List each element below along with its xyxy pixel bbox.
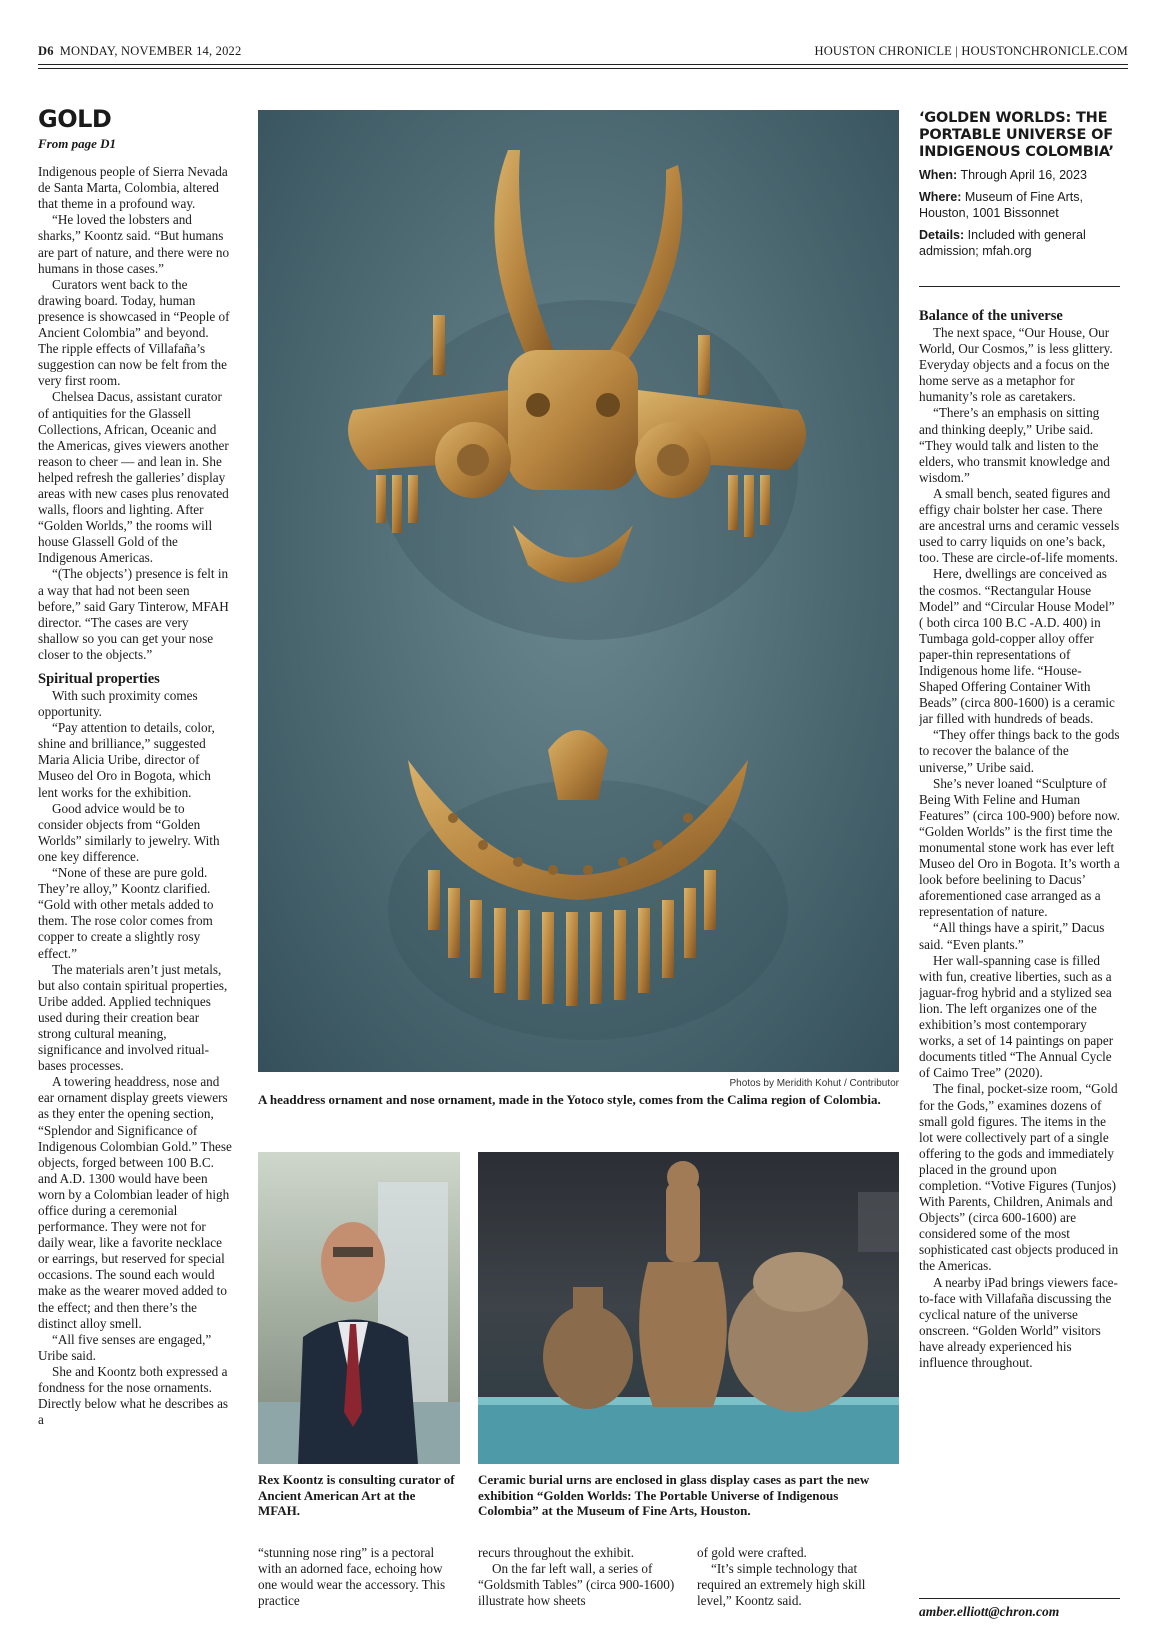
paragraph: “He loved the lobsters and sharks,” Koontz said. “But humans are part of nature, and there were no humans in those cases.” (38, 212, 230, 276)
paragraph: She and Koontz both expressed a fondness for the nose ornaments. Directly below what he describes as a (38, 1363, 229, 1428)
column-3 (478, 1545, 680, 1609)
jump-line: From page D1 (38, 136, 116, 151)
photo-headdress-ornament (258, 110, 899, 1072)
urns-illustration (478, 1152, 899, 1464)
paragraph: “stunning nose ring” is a pectoral with an adorned face, echoing how one would wear the accessory. This practice (258, 1545, 446, 1609)
column-4 (697, 1545, 899, 1609)
photo-caption-koontz: Rex Koontz is consulting curator of Ancient American Art at the MFAH. (258, 1472, 455, 1518)
paragraph: “Pay attention to details, color, shine and brilliance,” suggested Maria Alicia Uribe, director of Museo del Oro in Bogota, which lent works for the exhibition. (38, 720, 215, 800)
paragraph: “There’s an emphasis on sitting and thinking deeply,” Uribe said. “They would talk and listen to the elders, who transmit knowledge and wisdom.” (919, 405, 1110, 485)
header-rule (38, 64, 1128, 65)
byline-rule (919, 1598, 1120, 1599)
column-2 (258, 1545, 458, 1609)
portrait-illustration (258, 1152, 460, 1464)
paragraph: On the far left wall, a series of “Goldsmith Tables” (circa 900-1600) illustrate how sheets (478, 1561, 675, 1609)
paragraph: Curators went back to the drawing board. Today, human presence is showcased in “People of Ancient Colombia” and beyond. The ripple effects of Villafaña’s suggestion can now be felt from the very first room. (38, 276, 230, 389)
header-rule-thin (38, 68, 1128, 69)
paragraph: With such proximity comes opportunity. (38, 688, 198, 720)
issue-date: MONDAY, NOVEMBER 14, 2022 (59, 44, 242, 58)
info-where: Where: Museum of Fine Arts, Houston, 1001 Bissonnet (919, 190, 1083, 220)
paragraph: Good advice would be to consider objects from “Golden Worlds” similarly to jewelry. With one key difference. (38, 800, 220, 864)
info-when: When: Through April 16, 2023 (919, 168, 1087, 182)
paragraph: “All five senses are engaged,” Uribe said. (38, 1331, 212, 1363)
column-5 (919, 308, 1120, 1598)
paragraph: recurs throughout the exhibit. (478, 1545, 635, 1560)
paragraph: Here, dwellings are conceived as the cosmos. “Rectangular House Model” and “Circular House Model” ( both circa 100 B.C -A.D. 400) in Tumbaga gold-copper alloy offer paper-thin representations of Indigenous home life. “House-Shaped Offering Container With Beads” (circa 800-1600) is a ceramic jar filled with hundreds of beads. (919, 566, 1115, 727)
paragraph: A small bench, seated figures and effigy chair bolster her case. There are ancestral urns and ceramic vessels used to carry liquids on one’s back, too. These are circle-of-life moments. (919, 485, 1120, 566)
subhead: Balance of the universe (919, 308, 1063, 324)
paragraph: A towering headdress, nose and ear ornament display greets viewers as they enter the opening section, “Splendor and Significance of Indigenous Colombian Gold.” These objects, forged between 100 B.C. and A.D. 1300 would have been worn by a Colombian leader of high office during a ceremonial performance. They were not for daily wear, like a favorite necklace or earrings, but reserved for special occasions. The sound each would make as the wearer moved added to the effect; and then there’s the distinct alloy smell. (38, 1074, 232, 1331)
info-box-rule (919, 286, 1120, 287)
info-box-title: ‘GOLDEN WORLDS: THE PORTABLE UNIVERSE OF INDIGENOUS COLOMBIA’ (919, 110, 1114, 160)
paragraph: The final, pocket-size room, “Gold for the Gods,” examines dozens of small gold figures. The items in the lot were collectively part of a single offering to the gods and immediately placed in the ground upon completion. “Votive Figures (Tunjos) With Parents, Children, Animals and Objects” (circa 600-1600) are considered some of the most sophisticated cast objects produced in the Americas. (919, 1081, 1119, 1274)
paragraph: The materials aren’t just metals, but also contain spiritual properties, Uribe added. Applied techniques used during their creation bear strong cultural meaning, significance and involved ritual-bases processes. (38, 961, 228, 1074)
paragraph: “It’s simple technology that required an extremely high skill level,” Koontz said. (697, 1561, 866, 1609)
photo-ceramic-urns (478, 1152, 899, 1464)
paragraph: of gold were crafted. (697, 1545, 807, 1560)
subhead: Spiritual properties (38, 671, 160, 687)
photo-rex-koontz (258, 1152, 460, 1464)
paragraph: “None of these are pure gold. They’re alloy,” Koontz clarified. “Gold with other metals added to them. The rose color comes from copper to create a slightly rosy effect.” (38, 865, 214, 961)
publication-name: HOUSTON CHRONICLE | HOUSTONCHRONICLE.COM (814, 44, 1128, 58)
paragraph: The next space, “Our House, Our World, Our Cosmos,” is less glittery. Everyday objects and a focus on the home serve as a metaphor for humanity’s role as caretakers. (919, 325, 1113, 405)
paragraph: “All things have a spirit,” Dacus said. “Even plants.” (919, 920, 1105, 952)
paragraph: “(The objects’) presence is felt in a way that had not been seen before,” said Gary Tinterow, MFAH director. “The cases are very shallow so you can get your nose closer to the objects.” (38, 566, 229, 662)
author-email: amber.elliott@chron.com (919, 1604, 1060, 1619)
info-details: Details: Included with general admission; mfah.org (919, 228, 1086, 258)
paragraph: Indigenous people of Sierra Nevada de Santa Marta, Colombia, altered that theme in a profound way. (38, 164, 228, 212)
story-slug: GOLD (38, 106, 112, 133)
gold-ornament-illustration (258, 110, 899, 1072)
page-number: D6 (38, 44, 54, 58)
paragraph: She’s never loaned “Sculpture of Being With Feline and Human Features” (circa 100-900) before now. “Golden Worlds” is the first time the monumental stone work has ever left Museo del Oro in Bogota. It’s worth a look before beelining to Dacus’ aforementioned case arranged as a representation of nature. (919, 775, 1120, 920)
photo-caption-urns: Ceramic burial urns are enclosed in glass display cases as part the new exhibition “Golden Worlds: The Portable Universe of Indigenous Colombia” at the Museum of Fine Arts, Houston. (478, 1472, 870, 1518)
info-box (919, 110, 1120, 259)
photo-credit: Photos by Meridith Kohut / Contributor (729, 1078, 899, 1089)
paragraph: A nearby iPad brings viewers face-to-face with Villafaña discussing the cyclical nature of the universe onscreen. “Golden World” visitors have already experienced his influence throughout. (919, 1274, 1118, 1370)
column-1 (38, 106, 232, 1626)
paragraph: Her wall-spanning case is filled with fun, creative liberties, such as a jaguar-frog hybrid and a stylized sea lion. The left organizes one of the exhibition’s most contemporary works, a set of 14 paintings on paper documents titled “The Annual Cycle of Caimo Tree” (2020). (919, 952, 1114, 1081)
paragraph: “They offer things back to the gods to recover the balance of the universe,” Uribe said. (919, 727, 1120, 775)
paragraph: Chelsea Dacus, assistant curator of antiquities for the Glassell Collections, African, Oceanic and the Americas, gives viewers another reason to cheer — and lean in. She helped refresh the galleries’ display areas with new cases plus renovated walls, floors and lighting. After “Golden Worlds,” the rooms will house Glassell Gold of the Indigenous Americas. (38, 389, 229, 566)
page-header (38, 42, 1128, 62)
photo-caption-main: A headdress ornament and nose ornament, made in the Yotoco style, comes from the Calima region of Colombia. (258, 1092, 881, 1107)
